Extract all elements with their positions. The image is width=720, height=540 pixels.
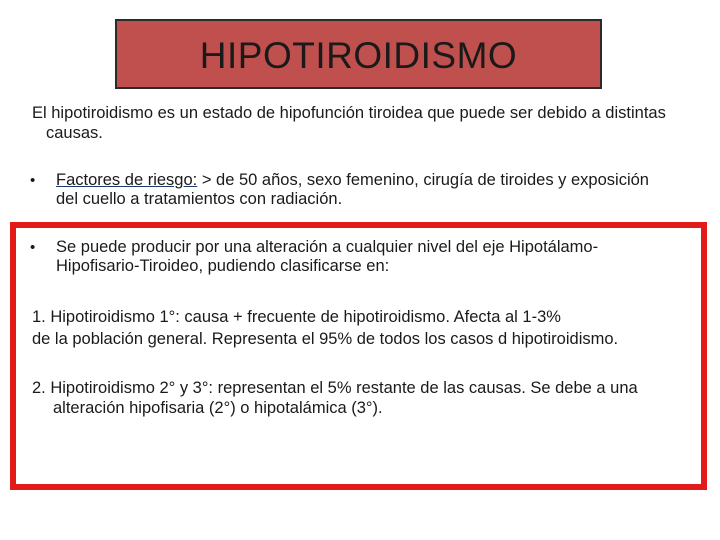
bullet-dot-icon: •: [30, 239, 36, 256]
intro-paragraph: El hipotiroidismo es un estado de hipofunción tiroidea que puede ser debido a distintas causas.: [32, 104, 666, 142]
slide-title: HIPOTIROIDISMO: [199, 35, 518, 76]
risk-factors-detail: > de 50 años, sexo femenino, cirugía de tiroides y exposición del cuello a tratamientos con radiación.: [56, 171, 649, 208]
primary-hypothyroidism: [32, 306, 692, 350]
bullet-risk-factors: [30, 171, 670, 209]
bullet-axis: [30, 238, 670, 276]
risk-factors-text: [30, 171, 670, 209]
primary-line-2: de la población general. Representa el 95% de todos los casos d hipotiroidismo.: [32, 330, 619, 348]
axis-text: Se puede producir por una alteración a cualquier nivel del eje Hipotálamo-Hipofisario-Tiroideo, pudiendo clasificarse en:: [56, 238, 599, 275]
secondary-hypothyroidism: 2. Hipotiroidismo 2° y 3°: representan el 5% restante de las causas. Se debe a una alteración hipofisaria (2°) o hipotalámica (3°).: [32, 379, 638, 417]
risk-factors-label: Factores de riesgo:: [56, 171, 198, 189]
bullet-dot-icon: •: [30, 172, 36, 189]
primary-line-1: 1. Hipotiroidismo 1°: causa + frecuente de hipotiroidismo. Afecta al 1-3%: [32, 308, 561, 326]
title-banner: [115, 19, 602, 89]
